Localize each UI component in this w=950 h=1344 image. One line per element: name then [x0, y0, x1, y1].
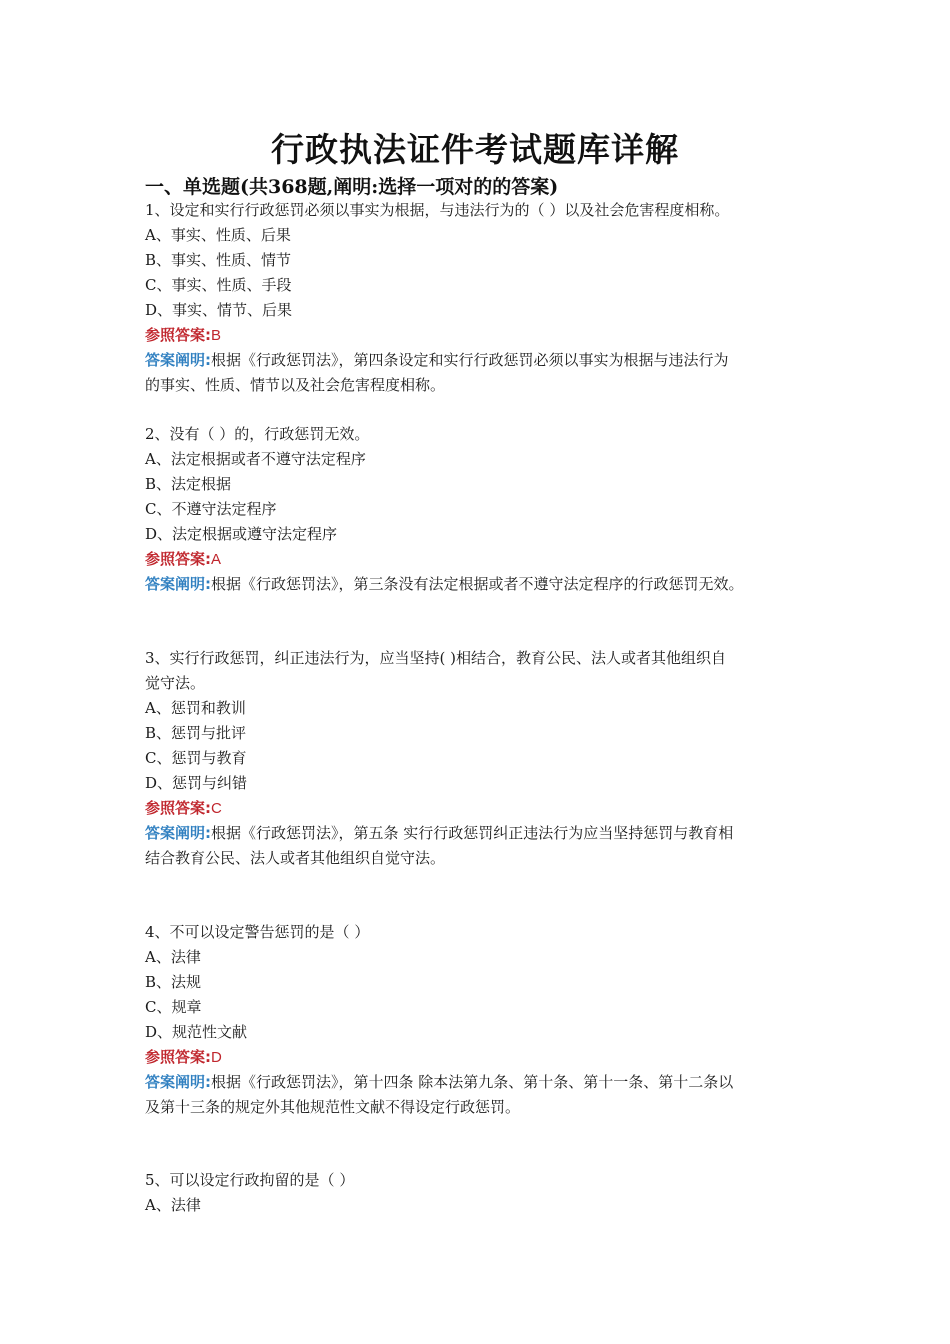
- explanation-line: [145, 348, 825, 373]
- question-stem-continued: 觉守法。: [145, 674, 206, 692]
- explanation-label: 答案阐明:: [145, 824, 211, 842]
- explanation-line: [145, 821, 825, 846]
- option-d: D、规范性文献: [145, 1023, 248, 1041]
- answer-line: [145, 796, 825, 821]
- explanation-continued: 结合教育公民、法人或者其他组织自觉守法。: [145, 849, 446, 867]
- question-stem: 1、设定和实行行政惩罚必须以事实为根据，与违法行为的（ ）以及社会危害程度相称。: [145, 201, 730, 219]
- question-5: [145, 1168, 825, 1218]
- explanation-text: 根据《行政惩罚法》，第三条没有法定根据或者不遵守法定程序的行政惩罚无效。: [211, 575, 744, 593]
- answer-line: [145, 323, 825, 348]
- explanation-continued: 的事实、性质、情节以及社会危害程度相称。: [145, 376, 446, 394]
- document-title: 行政执法证件考试题库详解: [271, 130, 679, 169]
- question-stem: 5、可以设定行政拘留的是（ ）: [145, 1171, 355, 1189]
- option-b: B、惩罚与批评: [145, 724, 247, 742]
- option-a: A、事实、性质、后果: [145, 226, 291, 244]
- answer-value: A: [211, 551, 222, 568]
- question-stem: 2、没有（ ）的，行政惩罚无效。: [145, 425, 370, 443]
- answer-label: 参照答案:: [145, 550, 211, 568]
- answer-value: C: [211, 800, 222, 817]
- option-b: B、法定根据: [145, 475, 232, 493]
- question-1: [145, 198, 825, 398]
- explanation-line: [145, 572, 825, 597]
- explanation-label: 答案阐明:: [145, 1073, 211, 1091]
- option-a: A、法律: [145, 948, 201, 966]
- option-d: D、惩罚与纠错: [145, 774, 248, 792]
- question-4: [145, 920, 825, 1120]
- option-c: C、不遵守法定程序: [145, 500, 277, 518]
- answer-value: B: [211, 327, 222, 344]
- answer-line: [145, 1045, 825, 1070]
- option-b: B、事实、性质、情节: [145, 251, 292, 269]
- section-heading: 一、单选题(共368题,阐明:选择一项对的的答案): [145, 176, 559, 198]
- explanation-line: [145, 1070, 825, 1095]
- option-d: D、事实、情节、后果: [145, 301, 293, 319]
- answer-value: D: [211, 1049, 222, 1066]
- option-b: B、法规: [145, 973, 202, 991]
- option-c: C、事实、性质、手段: [145, 276, 292, 294]
- option-c: C、惩罚与教育: [145, 749, 247, 767]
- answer-line: [145, 547, 825, 572]
- explanation-text: 根据《行政惩罚法》，第五条 实行行政惩罚纠正违法行为应当坚持惩罚与教育相: [211, 824, 734, 842]
- option-c: C、规章: [145, 998, 202, 1016]
- option-a: A、惩罚和教训: [145, 699, 246, 717]
- explanation-label: 答案阐明:: [145, 351, 211, 369]
- answer-label: 参照答案:: [145, 799, 211, 817]
- explanation-text: 根据《行政惩罚法》，第四条设定和实行行政惩罚必须以事实为根据与违法行为: [211, 351, 729, 369]
- option-d: D、法定根据或遵守法定程序: [145, 525, 338, 543]
- explanation-continued: 及第十三条的规定外其他规范性文献不得设定行政惩罚。: [145, 1098, 521, 1116]
- question-2: [145, 422, 825, 597]
- answer-label: 参照答案:: [145, 1048, 211, 1066]
- option-a: A、法定根据或者不遵守法定程序: [145, 450, 366, 468]
- explanation-label: 答案阐明:: [145, 575, 211, 593]
- answer-label: 参照答案:: [145, 326, 211, 344]
- option-a: A、法律: [145, 1196, 201, 1214]
- explanation-text: 根据《行政惩罚法》，第十四条 除本法第九条、第十条、第十一条、第十二条以: [211, 1073, 734, 1091]
- question-stem: 3、实行行政惩罚，纠正违法行为，应当坚持( )相结合，教育公民、法人或者其他组织自: [145, 649, 727, 667]
- question-3: [145, 646, 825, 871]
- question-stem: 4、不可以设定警告惩罚的是（ ）: [145, 923, 370, 941]
